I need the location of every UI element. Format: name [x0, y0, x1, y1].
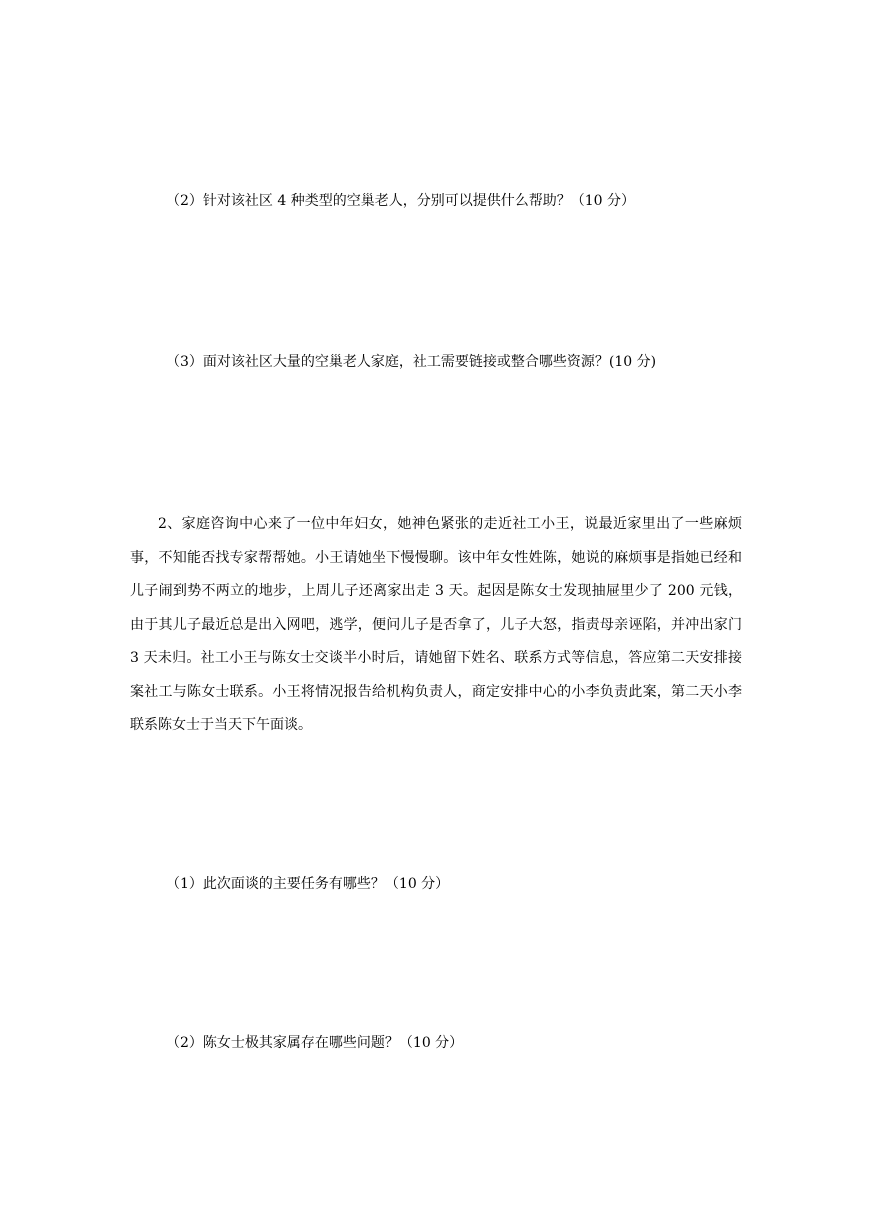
question-3-part1: （3）面对该社区大量的空巢老人家庭，社工需要链接或整合哪些资源？(10 分) — [166, 354, 657, 370]
question-2-part1: （2）针对该社区 4 种类型的空巢老人，分别可以提供什么帮助？（10 分） — [166, 193, 635, 209]
case-2-paragraph: 2、家庭咨询中心来了一位中年妇女，她神色紧张的走近社工小王，说最近家里出了一些麻烦事，不知能否找专家帮帮她。小王请她坐下慢慢聊。该中年女性姓陈，她说的麻烦事是指她已经和儿子闹到势不两立的地步，上周儿子还离家出走 3 天。起因是陈女士发现抽屉里少了 200 元钱，由于其儿子最近总是出入网吧，逃学，便问儿子是否拿了，儿子大怒，指责母亲诬陷，并冲出家门 3 天未归。社工小王与陈女士交谈半小时后，请她留下姓名、联系方式等信息，答应第二天安排接案社工与陈女士联系。小王将情况报告给机构负责人，商定安排中心的小李负责此案，第二天小李联系陈女士于当天下午面谈。 — [130, 516, 742, 733]
question-2-case2: （2）陈女士极其家属存在哪些问题？（10 分） — [166, 1035, 464, 1051]
question-1-case2: （1）此次面谈的主要任务有哪些？（10 分） — [166, 876, 450, 892]
